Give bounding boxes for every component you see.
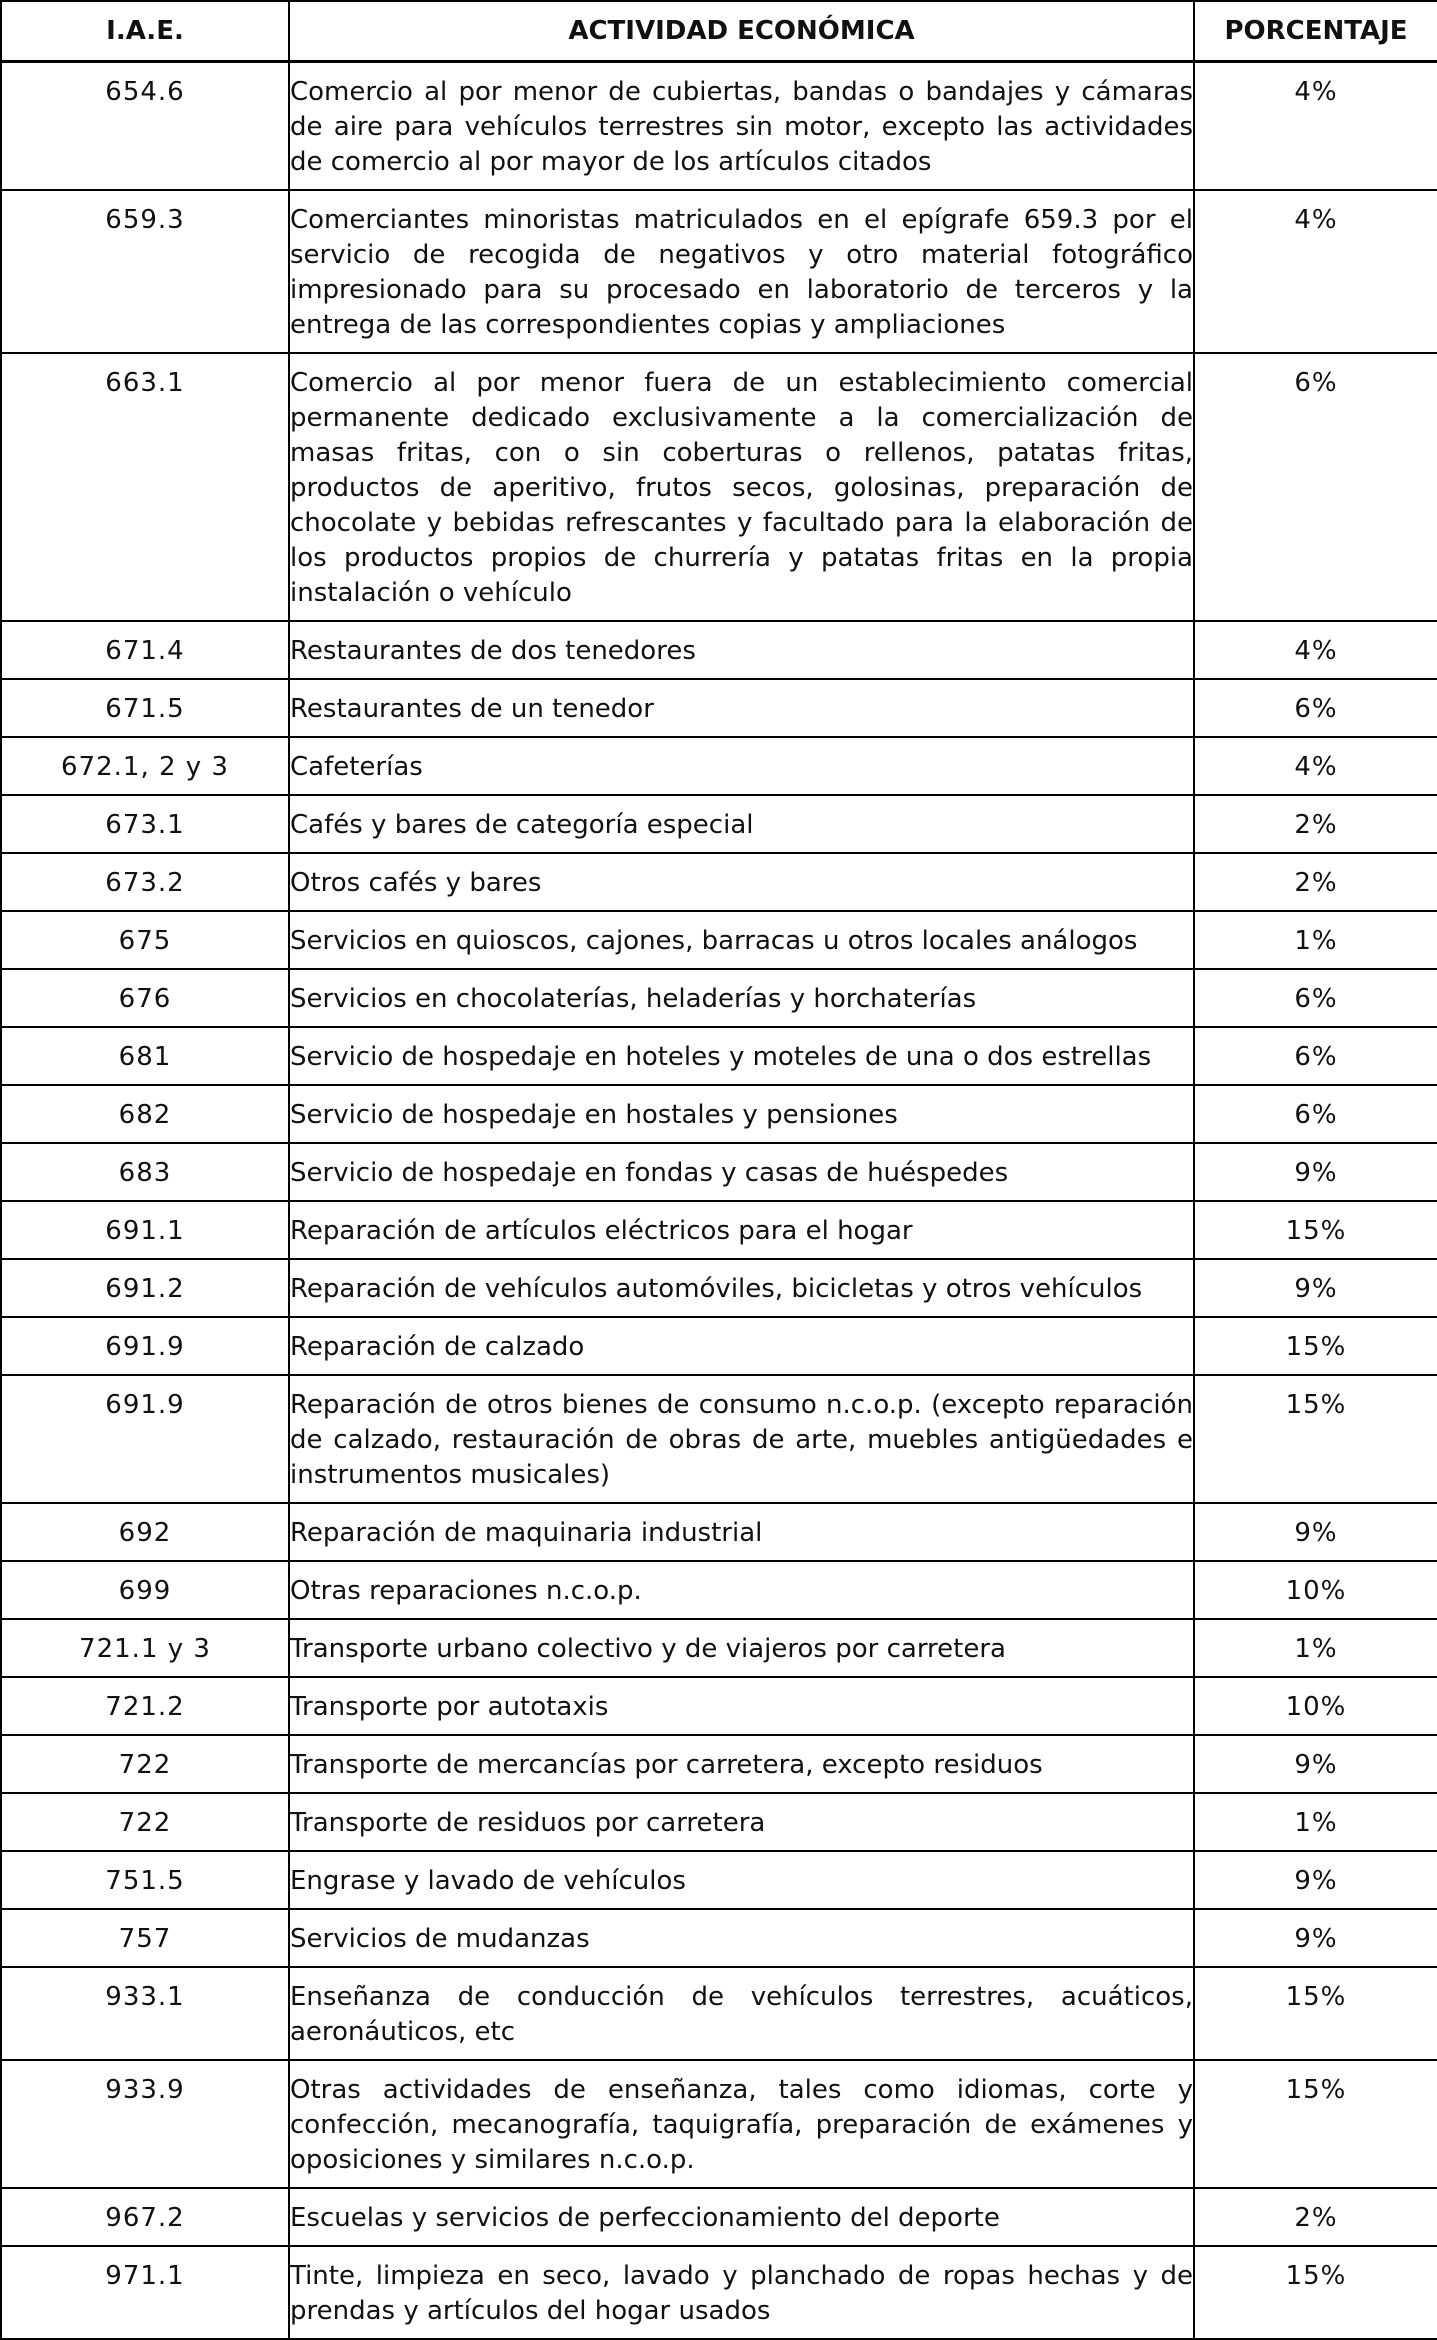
- activity-cell: Servicios en chocolaterías, heladerías y horchaterías: [289, 969, 1194, 1027]
- percent-cell: 9%: [1194, 1503, 1437, 1561]
- activity-cell: Servicio de hospedaje en fondas y casas de huéspedes: [289, 1143, 1194, 1201]
- table-row: [1, 1027, 1437, 1085]
- percent-cell: 15%: [1194, 1317, 1437, 1375]
- percent-cell: 15%: [1194, 1375, 1437, 1503]
- percent-cell: 1%: [1194, 911, 1437, 969]
- code-cell: 675: [1, 911, 289, 969]
- percent-cell: 4%: [1194, 737, 1437, 795]
- table-row: [1, 1201, 1437, 1259]
- percent-cell: 6%: [1194, 1027, 1437, 1085]
- code-cell: 721.1 y 3: [1, 1619, 289, 1677]
- activity-cell: Escuelas y servicios de perfeccionamiento del deporte: [289, 2188, 1194, 2246]
- activity-cell: Transporte de residuos por carretera: [289, 1793, 1194, 1851]
- activity-cell: Otros cafés y bares: [289, 853, 1194, 911]
- table-row: [1, 62, 1437, 191]
- table-row: [1, 190, 1437, 353]
- activity-cell: Engrase y lavado de vehículos: [289, 1851, 1194, 1909]
- percent-cell: 2%: [1194, 795, 1437, 853]
- activity-cell: Otras reparaciones n.c.o.p.: [289, 1561, 1194, 1619]
- percent-cell: 10%: [1194, 1677, 1437, 1735]
- table-row: [1, 737, 1437, 795]
- table-row: [1, 2188, 1437, 2246]
- table-row: [1, 1909, 1437, 1967]
- code-cell: 971.1: [1, 2246, 289, 2339]
- percent-cell: 2%: [1194, 853, 1437, 911]
- code-cell: 933.9: [1, 2060, 289, 2188]
- table-header: [1, 1, 1437, 62]
- table-row: [1, 1561, 1437, 1619]
- code-cell: 671.5: [1, 679, 289, 737]
- table-row: [1, 911, 1437, 969]
- percent-cell: 9%: [1194, 1259, 1437, 1317]
- code-cell: 692: [1, 1503, 289, 1561]
- percent-cell: 9%: [1194, 1735, 1437, 1793]
- activity-cell: Servicios en quioscos, cajones, barracas u otros locales análogos: [289, 911, 1194, 969]
- table-row: [1, 795, 1437, 853]
- activity-cell: Enseñanza de conducción de vehículos terrestres, acuáticos, aeronáuticos, etc: [289, 1967, 1194, 2060]
- table-row: [1, 1375, 1437, 1503]
- activity-cell: Reparación de calzado: [289, 1317, 1194, 1375]
- code-cell: 682: [1, 1085, 289, 1143]
- activity-cell: Transporte por autotaxis: [289, 1677, 1194, 1735]
- header-code: I.A.E.: [1, 1, 289, 62]
- code-cell: 654.6: [1, 62, 289, 191]
- activity-cell: Restaurantes de dos tenedores: [289, 621, 1194, 679]
- table-row: [1, 1735, 1437, 1793]
- code-cell: 691.9: [1, 1317, 289, 1375]
- activity-cell: Transporte urbano colectivo y de viajeros por carretera: [289, 1619, 1194, 1677]
- percent-cell: 10%: [1194, 1561, 1437, 1619]
- activity-cell: Transporte de mercancías por carretera, excepto residuos: [289, 1735, 1194, 1793]
- activity-cell: Reparación de maquinaria industrial: [289, 1503, 1194, 1561]
- activity-cell: Comercio al por menor de cubiertas, bandas o bandajes y cámaras de aire para vehículos terrestres sin motor, excepto las actividades de comercio al por mayor de los artículos citados: [289, 62, 1194, 191]
- table-row: [1, 1967, 1437, 2060]
- activity-cell: Servicios de mudanzas: [289, 1909, 1194, 1967]
- percent-cell: 9%: [1194, 1143, 1437, 1201]
- table-row: [1, 1259, 1437, 1317]
- table-row: [1, 621, 1437, 679]
- activity-cell: Comerciantes minoristas matriculados en el epígrafe 659.3 por el servicio de recogida de negativos y otro material fotográfico impresionado para su procesado en laboratorio de terceros y la entrega de las correspondientes copias y ampliaciones: [289, 190, 1194, 353]
- code-cell: 683: [1, 1143, 289, 1201]
- table-row: [1, 1793, 1437, 1851]
- header-activity: ACTIVIDAD ECONÓMICA: [289, 1, 1194, 62]
- percent-cell: 15%: [1194, 1201, 1437, 1259]
- activity-cell: Cafeterías: [289, 737, 1194, 795]
- table-row: [1, 1851, 1437, 1909]
- table-row: [1, 1085, 1437, 1143]
- percent-cell: 4%: [1194, 190, 1437, 353]
- code-cell: 933.1: [1, 1967, 289, 2060]
- percent-cell: 6%: [1194, 969, 1437, 1027]
- table-row: [1, 2060, 1437, 2188]
- activity-cell: Servicio de hospedaje en hoteles y moteles de una o dos estrellas: [289, 1027, 1194, 1085]
- activity-cell: Restaurantes de un tenedor: [289, 679, 1194, 737]
- percent-cell: 6%: [1194, 1085, 1437, 1143]
- percent-cell: 2%: [1194, 2188, 1437, 2246]
- activity-cell: Reparación de otros bienes de consumo n.c.o.p. (excepto reparación de calzado, restauración de obras de arte, muebles antigüedades e instrumentos musicales): [289, 1375, 1194, 1503]
- table-row: [1, 1619, 1437, 1677]
- table-row: [1, 1317, 1437, 1375]
- code-cell: 721.2: [1, 1677, 289, 1735]
- percent-cell: 4%: [1194, 62, 1437, 191]
- activity-cell: Tinte, limpieza en seco, lavado y planchado de ropas hechas y de prendas y artículos del hogar usados: [289, 2246, 1194, 2339]
- code-cell: 722: [1, 1793, 289, 1851]
- table-row: [1, 969, 1437, 1027]
- code-cell: 659.3: [1, 190, 289, 353]
- code-cell: 671.4: [1, 621, 289, 679]
- table-row: [1, 1143, 1437, 1201]
- activity-cell: Comercio al por menor fuera de un establecimiento comercial permanente dedicado exclusivamente a la comercialización de masas fritas, con o sin coberturas o rellenos, patatas fritas, productos de aperitivo, frutos secos, golosinas, preparación de chocolate y bebidas refrescantes y facultado para la elaboración de los productos propios de churrería y patatas fritas en la propia instalación o vehículo: [289, 353, 1194, 621]
- header-percent: PORCENTAJE: [1194, 1, 1437, 62]
- code-cell: 672.1, 2 y 3: [1, 737, 289, 795]
- activity-cell: Cafés y bares de categoría especial: [289, 795, 1194, 853]
- percent-cell: 9%: [1194, 1909, 1437, 1967]
- activity-cell: Reparación de vehículos automóviles, bicicletas y otros vehículos: [289, 1259, 1194, 1317]
- code-cell: 663.1: [1, 353, 289, 621]
- activity-cell: Otras actividades de enseñanza, tales como idiomas, corte y confección, mecanografía, taquigrafía, preparación de exámenes y oposiciones y similares n.c.o.p.: [289, 2060, 1194, 2188]
- percent-cell: 15%: [1194, 1967, 1437, 2060]
- code-cell: 691.9: [1, 1375, 289, 1503]
- code-cell: 967.2: [1, 2188, 289, 2246]
- activity-cell: Servicio de hospedaje en hostales y pensiones: [289, 1085, 1194, 1143]
- code-cell: 751.5: [1, 1851, 289, 1909]
- percent-cell: 1%: [1194, 1619, 1437, 1677]
- percent-cell: 4%: [1194, 621, 1437, 679]
- table-row: [1, 2246, 1437, 2339]
- code-cell: 699: [1, 1561, 289, 1619]
- code-cell: 757: [1, 1909, 289, 1967]
- code-cell: 673.2: [1, 853, 289, 911]
- activity-cell: Reparación de artículos eléctricos para el hogar: [289, 1201, 1194, 1259]
- code-cell: 722: [1, 1735, 289, 1793]
- code-cell: 691.2: [1, 1259, 289, 1317]
- percent-cell: 15%: [1194, 2060, 1437, 2188]
- percent-cell: 15%: [1194, 2246, 1437, 2339]
- table-row: [1, 1503, 1437, 1561]
- code-cell: 676: [1, 969, 289, 1027]
- table-row: [1, 353, 1437, 621]
- percent-cell: 6%: [1194, 353, 1437, 621]
- code-cell: 691.1: [1, 1201, 289, 1259]
- table-row: [1, 1677, 1437, 1735]
- table-row: [1, 853, 1437, 911]
- percent-cell: 1%: [1194, 1793, 1437, 1851]
- table-row: [1, 679, 1437, 737]
- code-cell: 681: [1, 1027, 289, 1085]
- code-cell: 673.1: [1, 795, 289, 853]
- table-body: [1, 62, 1437, 2340]
- percent-cell: 9%: [1194, 1851, 1437, 1909]
- header-row: [1, 1, 1437, 62]
- percent-cell: 6%: [1194, 679, 1437, 737]
